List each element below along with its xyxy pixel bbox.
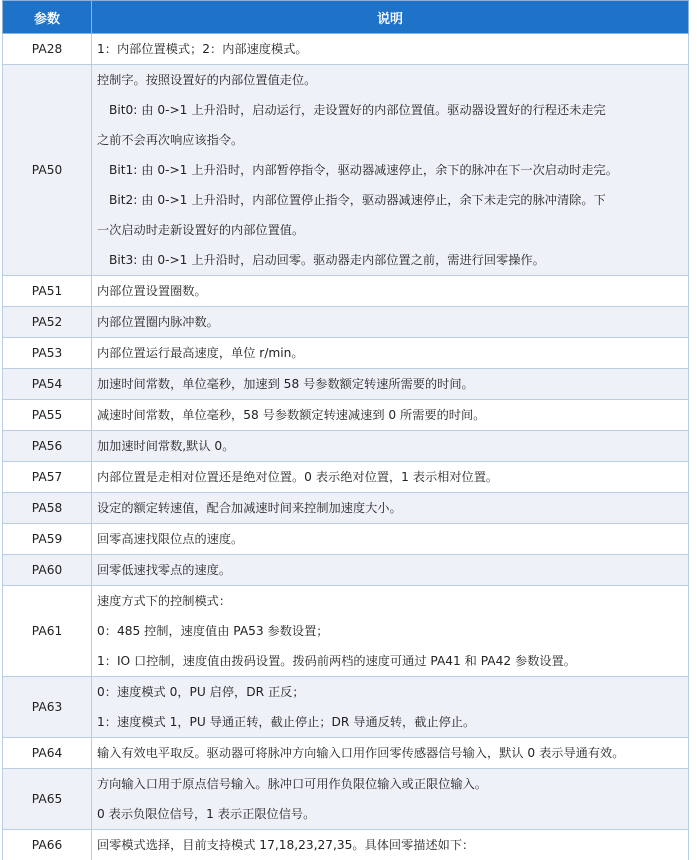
- table-row: [3, 738, 689, 769]
- description-line: 内部位置是走相对位置还是绝对位置。0 表示绝对位置，1 表示相对位置。: [97, 462, 683, 492]
- description-line: 之前不会再次响应该指令。: [97, 125, 683, 155]
- description-line: Bit2: 由 0->1 上升沿时，内部位置停止指令，驱动器减速停止，余下未走完的脉冲清除。下: [97, 185, 683, 215]
- description-line: 一次启动时走新设置好的内部位置值。: [97, 215, 683, 245]
- description-column-header: 说明: [92, 1, 689, 34]
- table-row: [3, 431, 689, 462]
- param-column-header: 参数: [3, 1, 92, 34]
- param-cell: PA63: [3, 677, 92, 738]
- description-cell: [92, 400, 689, 431]
- description-line: 方向输入口用于原点信号输入。脉冲口可用作负限位输入或正限位输入。: [97, 769, 683, 799]
- description-line: 控制字。按照设置好的内部位置值走位。: [97, 65, 683, 95]
- description-line: 回零模式选择，目前支持模式 17,18,23,27,35。具体回零描述如下：: [97, 830, 683, 860]
- param-cell: PA60: [3, 555, 92, 586]
- table-row: [3, 555, 689, 586]
- table-header-row: [3, 1, 689, 34]
- description-cell: [92, 738, 689, 769]
- description-cell: [92, 276, 689, 307]
- table-row: [3, 462, 689, 493]
- param-cell: PA52: [3, 307, 92, 338]
- param-cell: PA58: [3, 493, 92, 524]
- table-row: [3, 493, 689, 524]
- param-cell: PA54: [3, 369, 92, 400]
- param-cell: PA61: [3, 586, 92, 677]
- param-cell: PA59: [3, 524, 92, 555]
- description-line: 加加速时间常数,默认 0。: [97, 431, 683, 461]
- description-cell: [92, 830, 689, 860]
- description-cell: [92, 524, 689, 555]
- description-line: 内部位置设置圈数。: [97, 276, 683, 306]
- param-cell: PA56: [3, 431, 92, 462]
- table-row: [3, 586, 689, 677]
- table-row: [3, 338, 689, 369]
- description-line: 设定的额定转速值，配合加减速时间来控制加速度大小。: [97, 493, 683, 523]
- description-line: Bit3: 由 0->1 上升沿时，启动回零。驱动器走内部位置之前，需进行回零操作。: [97, 245, 683, 275]
- description-line: 速度方式下的控制模式：: [97, 586, 683, 616]
- param-cell: PA51: [3, 276, 92, 307]
- description-cell: [92, 555, 689, 586]
- description-line: 1：内部位置模式；2：内部速度模式。: [97, 34, 683, 64]
- description-line: 加速时间常数，单位毫秒，加速到 58 号参数额定转速所需要的时间。: [97, 369, 683, 399]
- description-cell: [92, 431, 689, 462]
- table-row: [3, 769, 689, 830]
- description-cell: [92, 769, 689, 830]
- description-cell: [92, 34, 689, 65]
- table-row: [3, 677, 689, 738]
- description-line: 输入有效电平取反。驱动器可将脉冲方向输入口用作回零传感器信号输入，默认 0 表示导通有效。: [97, 738, 683, 768]
- description-cell: [92, 586, 689, 677]
- table-row: [3, 400, 689, 431]
- description-line: 1：IO 口控制，速度值由拨码设置。拨码前两档的速度可通过 PA41 和 PA42 参数设置。: [97, 646, 683, 676]
- description-line: Bit0: 由 0->1 上升沿时，启动运行，走设置好的内部位置值。驱动器设置好的行程还未走完: [97, 95, 683, 125]
- param-cell: PA50: [3, 65, 92, 276]
- description-cell: [92, 677, 689, 738]
- description-line: 内部位置圈内脉冲数。: [97, 307, 683, 337]
- param-cell: PA28: [3, 34, 92, 65]
- description-cell: [92, 493, 689, 524]
- param-cell: PA57: [3, 462, 92, 493]
- description-line: 0：速度模式 0，PU 启停，DR 正反；: [97, 677, 683, 707]
- description-line: 0：485 控制，速度值由 PA53 参数设置；: [97, 616, 683, 646]
- param-cell: PA65: [3, 769, 92, 830]
- table-row: [3, 307, 689, 338]
- description-cell: [92, 369, 689, 400]
- table-row: [3, 830, 689, 860]
- table-row: [3, 524, 689, 555]
- table-row: [3, 276, 689, 307]
- description-cell: [92, 338, 689, 369]
- description-line: Bit1: 由 0->1 上升沿时，内部暂停指令，驱动器减速停止，余下的脉冲在下一次启动时走完。: [97, 155, 683, 185]
- table-row: [3, 34, 689, 65]
- description-cell: [92, 462, 689, 493]
- parameter-table: [2, 0, 689, 860]
- table-row: [3, 65, 689, 276]
- param-cell: PA55: [3, 400, 92, 431]
- description-line: 1：速度模式 1，PU 导通正转，截止停止；DR 导通反转，截止停止。: [97, 707, 683, 737]
- description-cell: [92, 65, 689, 276]
- description-line: 减速时间常数，单位毫秒，58 号参数额定转速减速到 0 所需要的时间。: [97, 400, 683, 430]
- description-line: 内部位置运行最高速度，单位 r/min。: [97, 338, 683, 368]
- description-line: 回零低速找零点的速度。: [97, 555, 683, 585]
- description-line: 回零高速找限位点的速度。: [97, 524, 683, 554]
- param-cell: PA66: [3, 830, 92, 860]
- description-cell: [92, 307, 689, 338]
- table-row: [3, 369, 689, 400]
- param-cell: PA53: [3, 338, 92, 369]
- param-cell: PA64: [3, 738, 92, 769]
- description-line: 0 表示负限位信号，1 表示正限位信号。: [97, 799, 683, 829]
